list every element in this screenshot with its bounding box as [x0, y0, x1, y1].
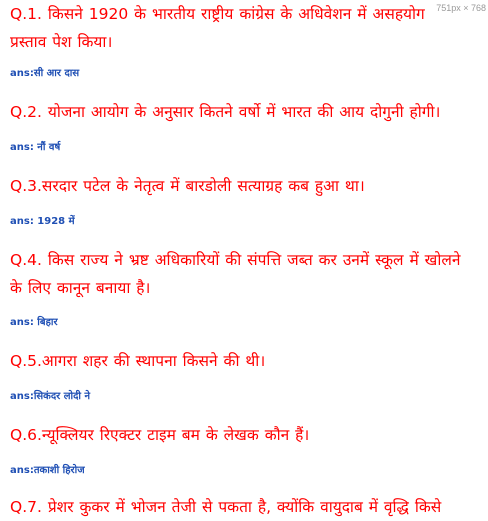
- question-2: Q.2. योजना आयोग के अनुसार कितने वर्षो में भारत की आय दोगुनी होगी।: [10, 103, 441, 121]
- answer-3: ans: 1928 में: [10, 216, 75, 227]
- answer-2: ans: नौं वर्ष: [10, 142, 61, 153]
- question-7: Q.7. प्रेशर कुकर में भोजन तेजी से पकता है, क्योंकि वायुदाब में वृद्धि किसे: [10, 498, 442, 516]
- answer-4: ans: बिहार: [10, 317, 58, 328]
- question-4: Q.4. किस राज्य ने भ्रष्ट अधिकारियों की संपत्ति जब्त कर उनमें स्कूल में खोलने के लिए कानून बनाया है।: [10, 251, 461, 297]
- image-size-badge: 751px × 768: [436, 3, 486, 13]
- answer-5: ans:सिकंदर लोदी ने: [10, 391, 91, 402]
- question-5: Q.5.आगरा शहर की स्थापना किसने की थी।: [10, 352, 266, 370]
- question-1: Q.1. किसने 1920 के भारतीय राष्ट्रीय कांग्रेस के अधिवेशन में असहयोग प्रस्ताव पेश किया।: [10, 5, 425, 51]
- answer-1: ans:सी आर दास: [10, 68, 80, 79]
- answer-6: ans:तकाशी हिरोज: [10, 465, 85, 476]
- question-3: Q.3.सरदार पटेल के नेतृत्व में बारडोली सत्याग्रह कब हुआ था।: [10, 177, 365, 195]
- question-6: Q.6.न्यूक्लियर रिएक्टर टाइम बम के लेखक कौन हैं।: [10, 426, 310, 444]
